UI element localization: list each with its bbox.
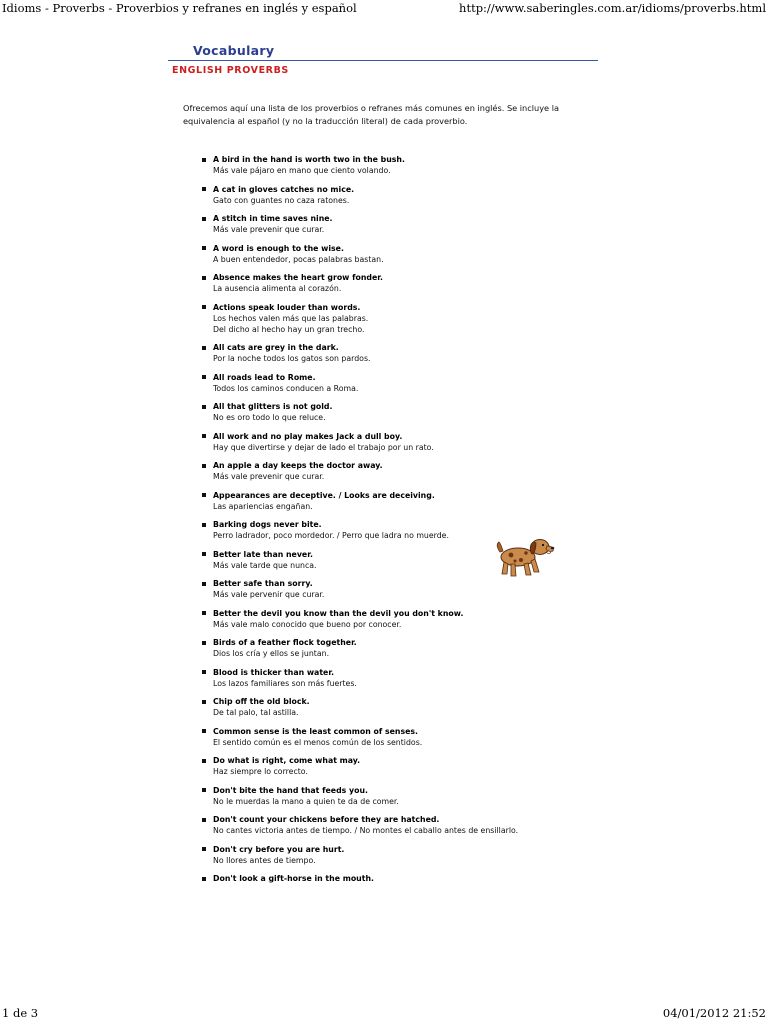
proverb-item xyxy=(200,726,520,748)
proverb-english: Don't bite the hand that feeds you. xyxy=(213,785,368,795)
intro-paragraph: Ofrecemos aquí una lista de los proverbios o refranes más comunes en inglés. Se incluye la equivalencia al español (y no la traducción literal) de cada proverbio. xyxy=(183,103,559,126)
proverb-item xyxy=(200,549,520,571)
proverb-english: A cat in gloves catches no mice. xyxy=(213,184,355,194)
bullet-icon xyxy=(202,305,206,309)
bullet-icon xyxy=(202,877,206,881)
proverb-item xyxy=(200,401,520,423)
bullet-icon xyxy=(202,759,206,763)
proverb-item xyxy=(200,490,520,512)
proverb-spanish: No le muerdas la mano a quien te da de comer. xyxy=(213,796,399,806)
proverb-item xyxy=(200,342,520,364)
proverb-english: Don't look a gift-horse in the mouth. xyxy=(213,874,374,883)
bullet-icon xyxy=(202,217,206,221)
bullet-icon xyxy=(202,641,206,645)
proverb-english: Appearances are deceptive. / Looks are deceiving. xyxy=(213,490,435,500)
proverb-english: Don't cry before you are hurt. xyxy=(213,844,345,854)
proverb-english: Better the devil you know than the devil you don't know. xyxy=(213,608,464,618)
proverb-english: All that glitters is not gold. xyxy=(213,402,333,411)
bullet-icon xyxy=(202,523,206,527)
proverb-english: All roads lead to Rome. xyxy=(213,372,316,382)
print-header xyxy=(0,0,768,16)
page-counter: 1 de 3 xyxy=(2,1006,39,1020)
proverb-item xyxy=(200,431,520,453)
bullet-icon xyxy=(202,405,206,409)
proverb-spanish: Perro ladrador, poco mordedor. / Perro que ladra no muerde. xyxy=(213,531,449,540)
proverb-spanish: Más vale malo conocido que bueno por conocer. xyxy=(213,619,402,629)
proverb-english: Better late than never. xyxy=(213,549,313,559)
proverb-spanish: Los lazos familiares son más fuertes. xyxy=(213,678,357,688)
bullet-icon xyxy=(202,434,206,438)
print-page-title: Idioms - Proverbs - Proverbios y refranes en inglés y español xyxy=(2,1,357,15)
proverb-spanish: Más vale pervenir que curar. xyxy=(213,590,325,599)
proverb-item xyxy=(200,844,520,866)
proverb-spanish: Más vale prevenir que curar. xyxy=(213,225,325,234)
proverb-item xyxy=(200,873,520,884)
section-title: Vocabulary xyxy=(193,43,275,58)
proverb-spanish: El sentido común es el menos común de los sentidos. xyxy=(213,737,423,747)
proverb-english: Chip off the old block. xyxy=(213,697,310,706)
proverb-english: An apple a day keeps the doctor away. xyxy=(213,461,383,470)
proverb-item xyxy=(200,184,520,206)
proverb-spanish: Los hechos valen más que las palabras. Del dicho al hecho hay un gran trecho. xyxy=(213,313,369,334)
bullet-icon xyxy=(202,700,206,704)
proverb-spanish: A buen entendedor, pocas palabras bastan. xyxy=(213,254,384,264)
bullet-icon xyxy=(202,346,206,350)
proverb-item xyxy=(200,785,520,807)
proverb-english: All work and no play makes Jack a dull boy. xyxy=(213,431,403,441)
bullet-icon xyxy=(202,464,206,468)
bullet-icon xyxy=(202,375,206,379)
proverb-spanish: No cantes victoria antes de tiempo. / No montes el caballo antes de ensillarlo. xyxy=(213,826,519,835)
print-datetime: 04/01/2012 21:52 xyxy=(662,1006,766,1020)
print-footer xyxy=(0,1006,768,1024)
bullet-icon xyxy=(202,246,206,250)
proverb-spanish: Las apariencias engañan. xyxy=(213,501,313,511)
proverb-spanish: Más vale prevenir que curar. xyxy=(213,472,325,481)
proverb-spanish: Dios los cría y ellos se juntan. xyxy=(213,649,330,658)
proverb-item xyxy=(200,519,520,541)
proverb-english: Don't count your chickens before they are hatched. xyxy=(213,815,440,824)
proverb-item xyxy=(200,460,520,482)
dog-icon xyxy=(494,534,556,580)
proverb-item xyxy=(200,243,520,265)
bullet-icon xyxy=(202,847,206,851)
proverb-english: A word is enough to the wise. xyxy=(213,243,344,253)
proverb-item xyxy=(200,213,520,235)
proverb-spanish: Por la noche todos los gatos son pardos. xyxy=(213,354,371,363)
page-subtitle: ENGLISH PROVERBS xyxy=(172,65,289,76)
proverb-english: A bird in the hand is worth two in the bush. xyxy=(213,155,405,164)
proverb-spanish: Gato con guantes no caza ratones. xyxy=(213,195,350,205)
proverb-spanish: Más vale tarde que nunca. xyxy=(213,560,317,570)
proverb-item xyxy=(200,814,520,836)
proverb-spanish: Haz siempre lo correcto. xyxy=(213,767,308,776)
proverb-english: Blood is thicker than water. xyxy=(213,667,335,677)
proverb-english: All cats are grey in the dark. xyxy=(213,343,339,352)
proverb-english: Do what is right, come what may. xyxy=(213,756,361,765)
bullet-icon xyxy=(202,582,206,586)
bullet-icon xyxy=(202,187,206,191)
proverb-item xyxy=(200,578,520,600)
proverb-item xyxy=(200,637,520,659)
proverb-spanish: La ausencia alimenta al corazón. xyxy=(213,284,342,293)
proverb-english: Actions speak louder than words. xyxy=(213,302,361,312)
proverb-english: A stitch in time saves nine. xyxy=(213,214,333,223)
proverb-english: Barking dogs never bite. xyxy=(213,520,322,529)
print-page-url: http://www.saberingles.com.ar/idioms/proverbs.html xyxy=(459,1,766,15)
bullet-icon xyxy=(202,493,206,497)
proverb-english: Absence makes the heart grow fonder. xyxy=(213,273,383,282)
bullet-icon xyxy=(202,788,206,792)
bullet-icon xyxy=(202,611,206,615)
proverb-item xyxy=(200,667,520,689)
proverb-english: Birds of a feather flock together. xyxy=(213,638,357,647)
proverb-spanish: Hay que divertirse y dejar de lado el trabajo por un rato. xyxy=(213,442,434,452)
proverb-spanish: No es oro todo lo que reluce. xyxy=(213,413,326,422)
proverb-item xyxy=(200,755,520,777)
bullet-icon xyxy=(202,158,206,162)
proverb-item xyxy=(200,272,520,294)
bullet-icon xyxy=(202,670,206,674)
bullet-icon xyxy=(202,276,206,280)
proverb-item xyxy=(200,154,520,176)
bullet-icon xyxy=(202,729,206,733)
proverb-item xyxy=(200,696,520,718)
title-divider xyxy=(168,60,598,61)
proverb-item xyxy=(200,372,520,394)
proverb-english: Common sense is the least common of senses. xyxy=(213,726,419,736)
proverb-spanish: De tal palo, tal astilla. xyxy=(213,708,299,717)
bullet-icon xyxy=(202,552,206,556)
proverb-spanish: Más vale pájaro en mano que ciento volando. xyxy=(213,166,391,175)
proverb-spanish: No llores antes de tiempo. xyxy=(213,855,316,865)
proverb-list xyxy=(200,154,520,892)
bullet-icon xyxy=(202,818,206,822)
proverb-item xyxy=(200,302,520,335)
proverb-item xyxy=(200,608,520,630)
proverb-english: Better safe than sorry. xyxy=(213,579,313,588)
proverb-spanish: Todos los caminos conducen a Roma. xyxy=(213,383,359,393)
